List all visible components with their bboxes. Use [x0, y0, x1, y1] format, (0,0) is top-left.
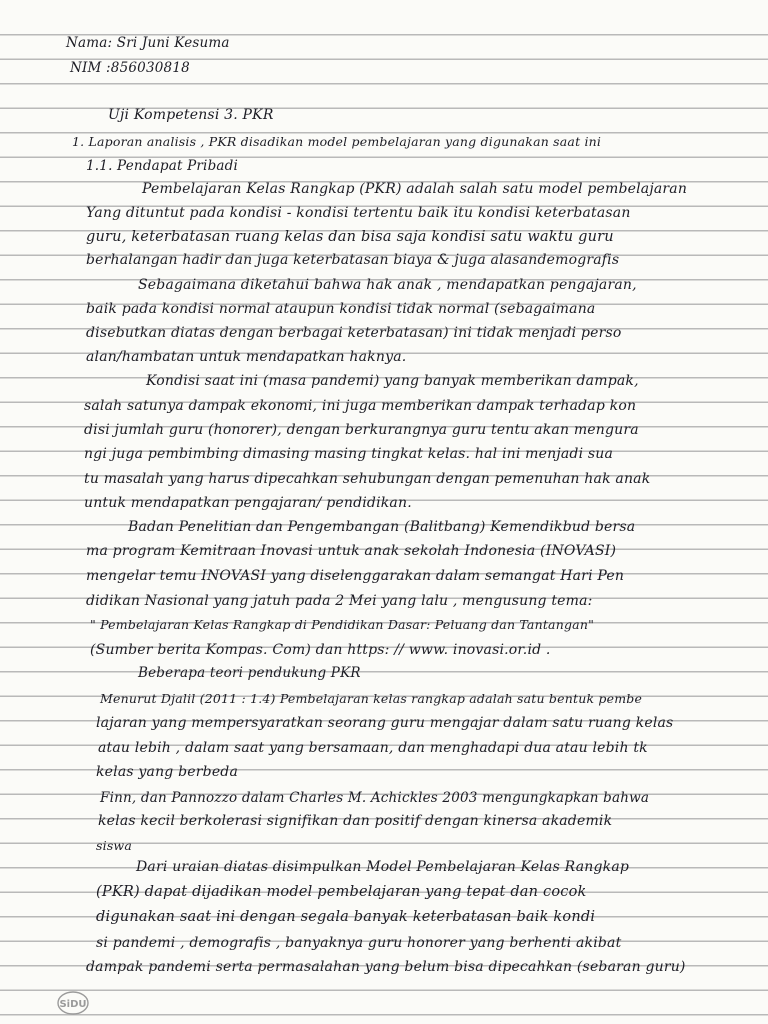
- text-line: salah satunya dampak ekonomi, ini juga memberikan dampak terhadap kon: [84, 398, 637, 414]
- text-line: " Pembelajaran Kelas Rangkap di Pendidikan Dasar: Peluang dan Tantangan": [90, 617, 595, 632]
- text-line: Pembelajaran Kelas Rangkap (PKR) adalah salah satu model pembelajaran: [142, 181, 688, 197]
- text-line: guru, keterbatasan ruang kelas dan bisa saja kondisi satu waktu guru: [86, 229, 614, 245]
- text-line: siswa: [96, 838, 132, 853]
- text-line: mengelar temu INOVASI yang diselenggarakan dalam semangat Hari Pen: [86, 568, 625, 584]
- text-line: kelas kecil berkolerasi signifikan dan positif dengan kinersa akademik: [98, 813, 613, 829]
- text-line: atau lebih , dalam saat yang bersamaan, dan menghadapi dua atau lebih tk: [98, 740, 648, 756]
- student-nim: NIM :856030818: [70, 60, 190, 76]
- text-line: disi jumlah guru (honorer), dengan berkurangnya guru tentu akan mengura: [84, 422, 639, 438]
- assignment-title: Uji Kompetensi 3. PKR: [108, 107, 274, 123]
- text-line: Dari uraian diatas disimpulkan Model Pembelajaran Kelas Rangkap: [136, 859, 630, 875]
- item-1-1-heading: 1.1. Pendapat Pribadi: [86, 158, 239, 174]
- text-line: kelas yang berbeda: [96, 764, 239, 780]
- text-line: Finn, dan Pannozzo dalam Charles M. Achickles 2003 mengungkapkan bahwa: [100, 790, 650, 806]
- theory-subheading: Beberapa teori pendukung PKR: [138, 665, 361, 681]
- text-line: tu masalah yang harus dipecahkan sehubungan dengan pemenuhan hak anak: [84, 471, 651, 487]
- logo-text: SiDU: [59, 999, 87, 1010]
- sidu-logo-icon: [56, 990, 90, 1016]
- student-name: Nama: Sri Juni Kesuma: [66, 35, 230, 51]
- text-line: disebutkan diatas dengan berbagai keterbatasan) ini tidak menjadi perso: [86, 325, 622, 341]
- text-line: dampak pandemi serta permasalahan yang belum bisa dipecahkan (sebaran guru): [86, 959, 686, 975]
- text-line: berhalangan hadir dan juga keterbatasan biaya & juga alasandemografis: [86, 252, 620, 268]
- text-line: untuk mendapatkan pengajaran/ pendidikan.: [84, 495, 412, 511]
- text-line: (Sumber berita Kompas. Com) dan https: // www. inovasi.or.id .: [90, 642, 551, 658]
- text-line: ngi juga pembimbing dimasing masing tingkat kelas. hal ini menjadi sua: [84, 446, 614, 462]
- text-line: Sebagaimana diketahui bahwa hak anak , mendapatkan pengajaran,: [138, 277, 637, 293]
- text-line: digunakan saat ini dengan segala banyak keterbatasan baik kondi: [96, 909, 596, 925]
- text-line: Badan Penelitian dan Pengembangan (Balitbang) Kemendikbud bersa: [128, 519, 636, 535]
- text-line: Menurut Djalil (2011 : 1.4) Pembelajaran kelas rangkap adalah satu bentuk pembe: [100, 691, 643, 706]
- text-line: didikan Nasional yang jatuh pada 2 Mei yang lalu , mengusung tema:: [86, 593, 593, 609]
- text-line: alan/hambatan untuk mendapatkan haknya.: [86, 349, 407, 365]
- text-line: si pandemi , demografis , banyaknya guru honorer yang berhenti akibat: [96, 935, 622, 951]
- text-line: ma program Kemitraan Inovasi untuk anak sekolah Indonesia (INOVASI): [86, 543, 617, 559]
- item-1-heading: 1. Laporan analisis , PKR disadikan model pembelajaran yang digunakan saat ini: [72, 134, 602, 149]
- text-line: Yang dituntut pada kondisi - kondisi tertentu baik itu kondisi keterbatasan: [86, 205, 631, 221]
- text-line: (PKR) dapat dijadikan model pembelajaran yang tepat dan cocok: [96, 884, 587, 900]
- text-line: lajaran yang mempersyaratkan seorang guru mengajar dalam satu ruang kelas: [96, 715, 674, 731]
- text-line: baik pada kondisi normal ataupun kondisi tidak normal (sebagaimana: [86, 301, 596, 317]
- text-line: Kondisi saat ini (masa pandemi) yang banyak memberikan dampak,: [146, 373, 639, 389]
